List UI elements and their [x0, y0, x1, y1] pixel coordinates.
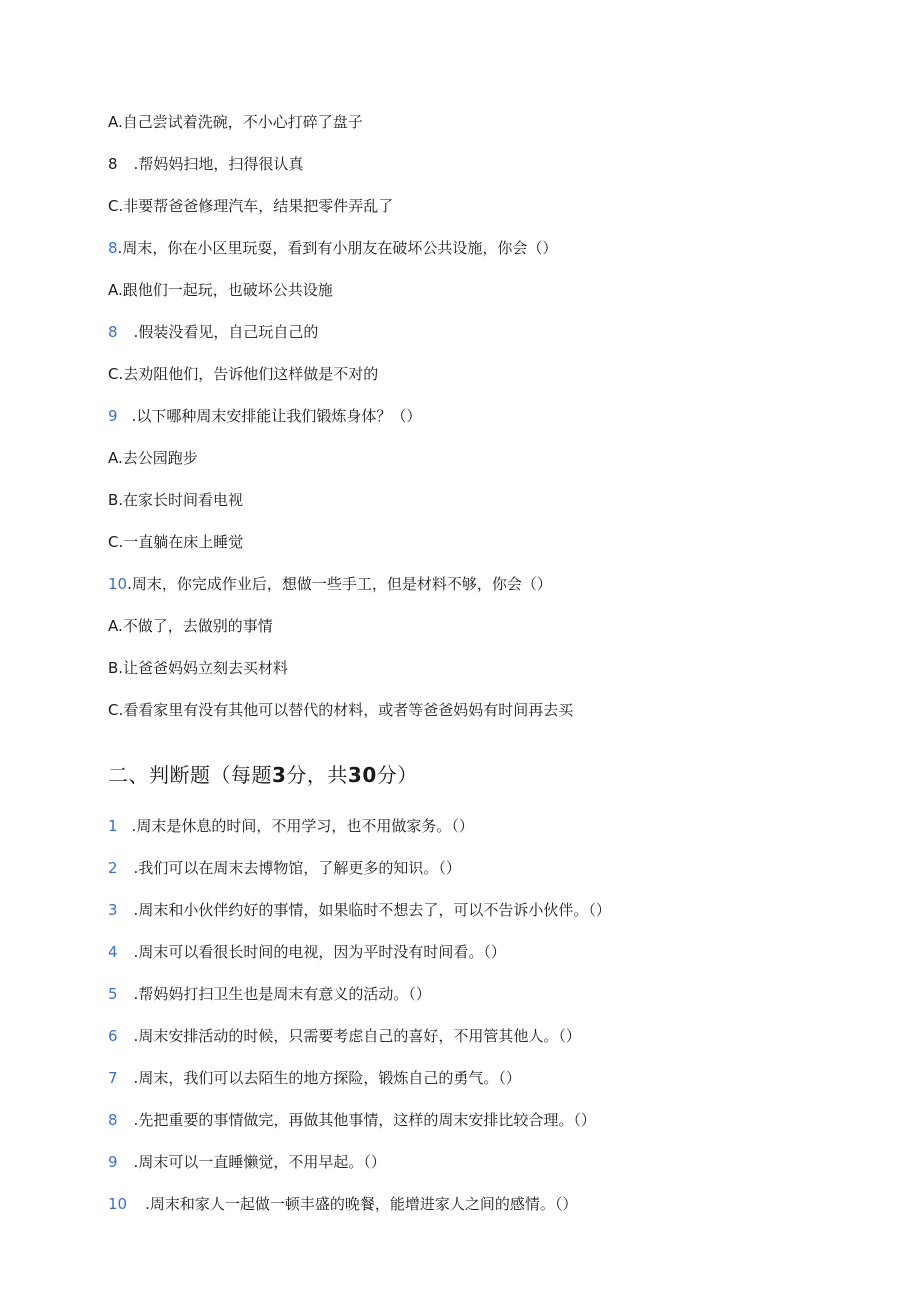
tf-item-7	[108, 1068, 521, 1088]
tf-item-2-number: 2	[108, 859, 118, 877]
q9-stem	[108, 406, 421, 426]
q8-number: 8	[108, 239, 118, 257]
section-2-heading	[108, 762, 418, 788]
section-2-points-total: 30	[347, 763, 377, 787]
q9-option-b: B.在家长时间看电视	[108, 491, 244, 509]
tf-item-7-number: 7	[108, 1069, 118, 1087]
tf-item-3-number: 3	[108, 901, 118, 919]
q8-option-b-number: 8	[108, 323, 118, 341]
q10-text: .周末，你完成作业后，想做一些手工，但是材料不够，你会（）	[127, 575, 552, 593]
tf-item-3-text: .周末和小伙伴约好的事情，如果临时不想去了，可以不告诉小伙伴。（）	[133, 901, 611, 919]
section-2-heading-mid: 分，共	[286, 763, 348, 787]
tf-item-6	[108, 1026, 581, 1046]
tf-item-9-text: .周末可以一直睡懒觉，不用早起。（）	[133, 1153, 386, 1171]
q8-option-b-text: .假装没看见，自己玩自己的	[133, 323, 319, 341]
tf-item-10	[108, 1194, 577, 1214]
tf-item-6-number: 6	[108, 1027, 118, 1045]
q7-option-b	[108, 154, 303, 174]
q9-text: .以下哪种周末安排能让我们锻炼身体？（）	[131, 407, 422, 425]
tf-item-8	[108, 1110, 596, 1130]
q9-option-c: C.一直躺在床上睡觉	[108, 533, 244, 551]
q8-option-a: A.跟他们一起玩，也破坏公共设施	[108, 281, 333, 299]
tf-item-5	[108, 984, 431, 1004]
tf-item-4-number: 4	[108, 943, 118, 961]
q8-text: .周末，你在小区里玩耍，看到有小朋友在破坏公共设施，你会（）	[117, 239, 558, 257]
tf-item-10-text: .周末和家人一起做一顿丰盛的晚餐，能增进家人之间的感情。（）	[145, 1195, 578, 1213]
q7-option-b-number: 8	[108, 155, 118, 173]
q7-option-b-text: .帮妈妈扫地，扫得很认真	[133, 155, 304, 173]
tf-item-2	[108, 858, 461, 878]
q10-option-c: C.看看家里有没有其他可以替代的材料，或者等爸爸妈妈有时间再去买	[108, 701, 574, 719]
tf-item-9-number: 9	[108, 1153, 118, 1171]
q8-stem	[108, 238, 557, 258]
section-2-heading-post: 分）	[376, 763, 418, 787]
tf-item-5-number: 5	[108, 985, 118, 1003]
tf-item-4-text: .周末可以看很长时间的电视，因为平时没有时间看。（）	[133, 943, 506, 961]
q9-number: 9	[108, 407, 118, 425]
tf-item-5-text: .帮妈妈打扫卫生也是周末有意义的活动。（）	[133, 985, 431, 1003]
q7-option-a: A.自己尝试着洗碗，不小心打碎了盘子	[108, 113, 363, 131]
tf-item-2-text: .我们可以在周末去博物馆，了解更多的知识。（）	[133, 859, 461, 877]
tf-item-8-number: 8	[108, 1111, 118, 1129]
tf-item-3	[108, 900, 611, 920]
q9-option-a: A.去公园跑步	[108, 449, 198, 467]
q7-option-c: C.非要帮爸爸修理汽车，结果把零件弄乱了	[108, 197, 394, 215]
q10-number: 10	[108, 575, 128, 593]
tf-item-9	[108, 1152, 386, 1172]
tf-item-1-text: .周末是休息的时间，不用学习，也不用做家务。（）	[131, 817, 474, 835]
tf-item-10-number: 10	[108, 1195, 128, 1213]
q8-option-b	[108, 322, 318, 342]
q8-option-c: C.去劝阻他们，告诉他们这样做是不对的	[108, 365, 379, 383]
q10-option-b: B.让爸爸妈妈立刻去买材料	[108, 659, 289, 677]
tf-item-7-text: .周末，我们可以去陌生的地方探险，锻炼自己的勇气。（）	[133, 1069, 521, 1087]
tf-item-4	[108, 942, 506, 962]
q10-stem	[108, 574, 552, 594]
tf-item-1-number: 1	[108, 817, 118, 835]
tf-item-6-text: .周末安排活动的时候，只需要考虑自己的喜好，不用管其他人。（）	[133, 1027, 581, 1045]
section-2-heading-pre: 二、判断题（每题	[108, 763, 272, 787]
tf-item-1	[108, 816, 474, 836]
tf-item-8-text: .先把重要的事情做完，再做其他事情，这样的周末安排比较合理。（）	[133, 1111, 596, 1129]
section-2-points-each: 3	[272, 763, 287, 787]
q10-option-a: A.不做了，去做别的事情	[108, 617, 273, 635]
